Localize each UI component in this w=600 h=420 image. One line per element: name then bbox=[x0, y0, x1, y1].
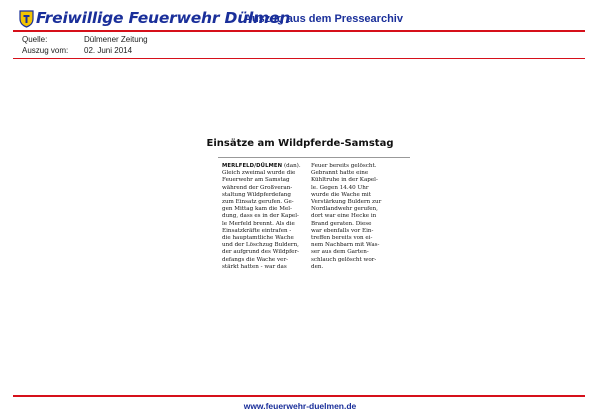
footer-url-link[interactable]: www.feuerwehr-duelmen.de bbox=[243, 401, 357, 411]
page-header bbox=[0, 0, 600, 32]
article-column-right bbox=[311, 163, 397, 271]
article-headline: Einsätze am Wildpferde-Samstag bbox=[206, 138, 394, 149]
article-line: der aufgrund des Wildpfer- bbox=[222, 249, 300, 256]
article-line: schlauch gelöscht wor- bbox=[311, 256, 377, 263]
meta-date-row bbox=[22, 45, 148, 56]
article-line: Kühltruhe in der Kapel- bbox=[311, 177, 378, 184]
article-line: wurde die Wache mit bbox=[311, 191, 371, 198]
source-value: Dülmener Zeitung bbox=[84, 35, 148, 44]
article-line: treffen bereits von ei- bbox=[311, 235, 373, 242]
archive-title: Auszug aus dem Pressearchiv bbox=[244, 13, 403, 25]
article-line: zum Einsatz gerufen. Ge- bbox=[222, 199, 294, 206]
article-line: während der Großveran- bbox=[222, 184, 293, 191]
article-line: stärkt hatten - war das bbox=[222, 263, 287, 270]
article-line: dung, dass es in der Kapel- bbox=[222, 213, 299, 220]
article-column-left bbox=[222, 163, 308, 271]
article-line: die hauptamtliche Wache bbox=[222, 235, 294, 242]
article-line: le. Gegen 14.40 Uhr bbox=[311, 184, 369, 191]
article-line: Feuerwehr am Samstag bbox=[222, 177, 290, 184]
article-line: Brand geraten. Diese bbox=[311, 220, 372, 227]
article-line bbox=[222, 163, 308, 170]
date-label: Auszug vom: bbox=[22, 46, 69, 55]
article-line: Gleich zweimal wurde die bbox=[222, 170, 296, 177]
article-line: Einsatzkräfte eintrafen - bbox=[222, 227, 292, 234]
headline-rule bbox=[218, 157, 410, 158]
meta-block bbox=[22, 34, 148, 56]
source-label: Quelle: bbox=[22, 35, 48, 44]
article-line: den. bbox=[311, 263, 324, 270]
article-dateline: MERLFELD/DÜLMEN bbox=[222, 163, 283, 169]
article-line: gen Mittag kam die Mel- bbox=[222, 206, 292, 213]
header-rule bbox=[13, 30, 585, 32]
meta-source-row bbox=[22, 34, 148, 45]
article-line: Verstärkung Buldern zur bbox=[311, 199, 382, 206]
article-line: nem Nachbarn mit Was- bbox=[311, 242, 380, 249]
article-line: und der Löschzug Buldern, bbox=[222, 242, 299, 249]
org-name: Freiwillige Feuerwehr Dülmen bbox=[36, 9, 291, 27]
article-line: dort war eine Hecke in bbox=[311, 213, 377, 220]
article-line: Feuer bereits gelöscht. bbox=[311, 163, 377, 169]
article-line: Nordlandwehr gerufen, bbox=[311, 206, 378, 213]
article-line: war ebenfalls vor Ein- bbox=[311, 227, 374, 234]
article-line: Gebrannt hatte eine bbox=[311, 170, 369, 177]
article-line: le Merfeld brennt. Als die bbox=[222, 220, 295, 227]
crest-icon bbox=[19, 10, 34, 28]
article-line: ser aus dem Garten- bbox=[311, 249, 369, 256]
meta-rule bbox=[13, 58, 585, 59]
date-value: 02. Juni 2014 bbox=[84, 46, 133, 55]
article-line: staltung Wildpferdefang bbox=[222, 191, 291, 198]
footer-rule bbox=[13, 395, 585, 397]
article-line-text: (dan). bbox=[282, 163, 301, 169]
article-line: defangs die Wache ver- bbox=[222, 256, 289, 263]
